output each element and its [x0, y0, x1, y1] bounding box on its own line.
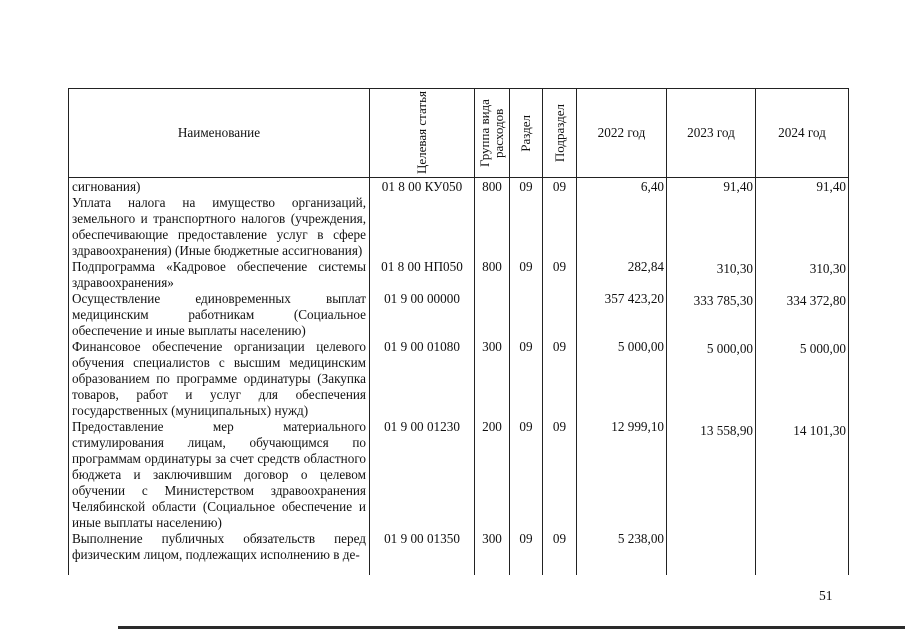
row-3-code: 01 9 00 00000 [384, 290, 460, 306]
row-1-group: 800 [482, 178, 502, 194]
row-4-code: 01 9 00 01080 [384, 338, 460, 354]
table-header-row [69, 89, 849, 178]
section-column [510, 178, 543, 576]
page-number: 51 [819, 588, 833, 603]
row-5-y2022: 12 999,10 [611, 418, 664, 434]
header-section-label: Раздел [518, 114, 533, 152]
header-code-label: Целевая статья [414, 91, 429, 175]
scan-edge-line [118, 626, 905, 629]
header-code [370, 89, 475, 178]
row-6-code: 01 9 00 01350 [384, 530, 460, 546]
row-6-section: 09 [519, 530, 533, 546]
header-2024: 2024 год [756, 89, 849, 178]
row-5-subsection: 09 [552, 418, 567, 434]
header-group-label: Группа вида расходов [477, 99, 506, 167]
row-4-subsection: 09 [552, 338, 567, 354]
y2024-column [756, 178, 849, 576]
row-6-y2022: 5 238,00 [617, 530, 664, 546]
row-2-group: 800 [482, 258, 502, 274]
row-2-section: 09 [519, 258, 533, 274]
row-2-y2022: 282,84 [627, 258, 664, 274]
row-2-code: 01 8 00 НП050 [381, 258, 463, 274]
row-2-subsection: 09 [552, 258, 567, 274]
header-subsection-label: Подраздел [551, 103, 567, 163]
row-5-group: 200 [482, 418, 502, 434]
row-3-y2022: 357 423,20 [604, 290, 664, 306]
row-1-y2023: 91,40 [723, 178, 753, 194]
header-2022: 2022 год [577, 89, 667, 178]
row-1-subsection: 09 [552, 178, 567, 194]
name-cell [69, 178, 370, 576]
y2023-column [667, 178, 756, 576]
row-1-y2022: 6,40 [640, 178, 664, 194]
row-1-y2024: 91,40 [816, 178, 846, 194]
row-4-y2022: 5 000,00 [617, 338, 664, 354]
row-1-code: 01 8 00 КУ050 [381, 178, 463, 194]
row-6-subsection: 09 [552, 530, 567, 546]
name-text: сигнования) Уплата налога на имущество организаций, земельного и транспортного налогов (учреждения, обеспечивающие предоставление услуг в сфере здравоохранения) (Иные бюджетные ассигнования) Подпрограмма «Кадровое обеспечение системы здравоохранения» Осуществление единовременных выплат медицинским работникам (Социальное обеспечение и иные выплаты населению) Финансовое обеспечение организации целевого обучения специалистов с высшим медицинским образованием по программе ординатуры (Закупка товаров, работ и услуг для обеспечения государственных (муниципальных) нужд) Предоставление мер материального стимулирования лицам, обучающимся по программам ординатуры за счет средств областного бюджета и заключившим договор о целевом обучении с Министерством здравоохранения Челябинской области (Социальное обеспечение и иные выплаты населению) Выполнение публичных обязательств перед физическим лицом, подлежащих исполнению в де- [72, 179, 366, 562]
header-name: Наименование [69, 89, 370, 178]
header-section [510, 89, 543, 178]
header-group [475, 89, 510, 178]
y2022-column [577, 178, 667, 576]
row-5-y2024: 14 101,30 [793, 422, 846, 438]
row-5-code: 01 9 00 01230 [384, 418, 460, 434]
header-2023: 2023 год [667, 89, 756, 178]
code-column [370, 178, 475, 576]
table-body-row [69, 178, 849, 576]
row-4-y2024: 5 000,00 [799, 340, 846, 356]
row-2-y2023: 310,30 [716, 260, 753, 276]
subsection-column [543, 178, 577, 576]
budget-table [68, 88, 849, 575]
group-column [475, 178, 510, 576]
header-subsection [543, 89, 577, 178]
row-3-y2023: 333 785,30 [693, 292, 753, 308]
row-1-section: 09 [519, 178, 533, 194]
row-4-section: 09 [519, 338, 533, 354]
row-5-section: 09 [519, 418, 533, 434]
row-2-y2024: 310,30 [809, 260, 846, 276]
row-5-y2023: 13 558,90 [700, 422, 753, 438]
row-3-y2024: 334 372,80 [786, 292, 846, 308]
row-6-group: 300 [482, 530, 502, 546]
row-4-y2023: 5 000,00 [706, 340, 753, 356]
row-4-group: 300 [482, 338, 502, 354]
